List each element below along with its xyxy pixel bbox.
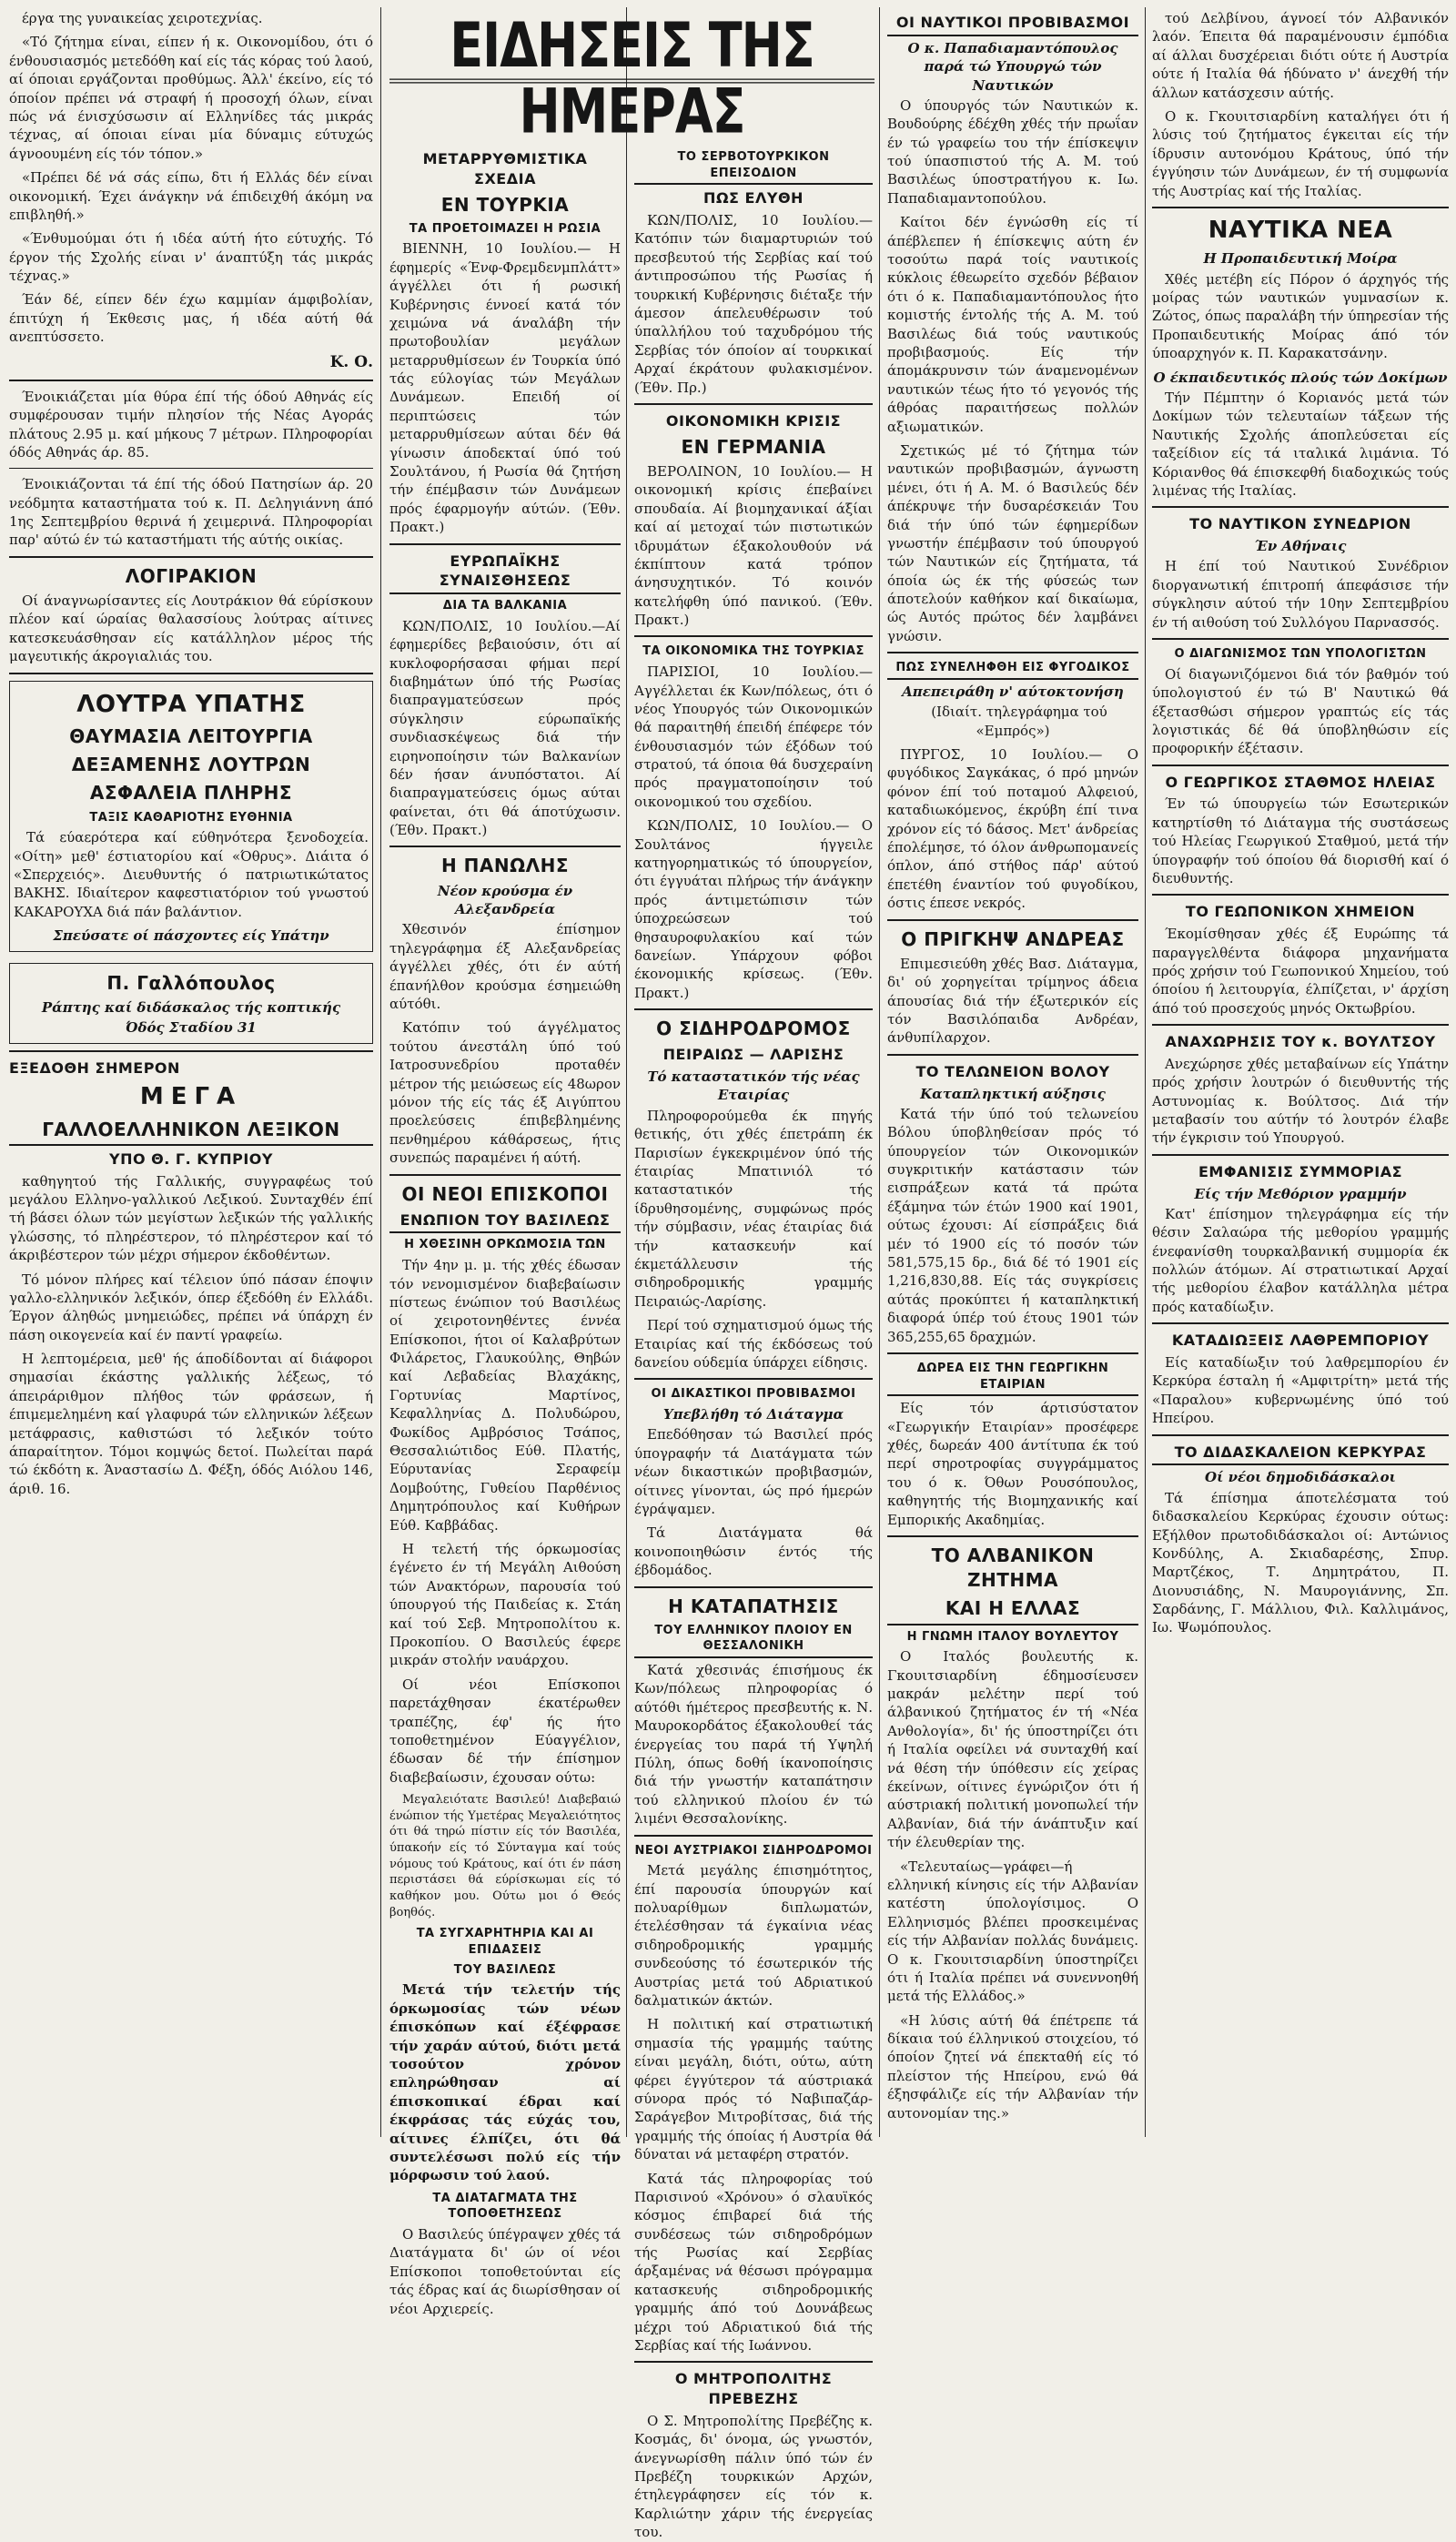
paragraph: Ο Βασιλεύς ύπέγραψεν χθές τά Διατάγματα δι' ών οί νέοι Επίσκοποι τοποθετούνται είς τάς έδρας καί άς διωρίσθησαν οί νέοι Αρχιερείς.	[389, 2226, 621, 2317]
paragraph: Έν τώ ύπουργείω τών Εσωτερικών κατηρτίσθη τό Διάταγμα τής συστάσεως τού Ηλείας Γεωργικού Σταθμού, μετά τήν ύπογραφήν τού όποίου θά διορισθή καί ό διευθυντής.	[1152, 795, 1449, 886]
heading: Ο ΜΗΤΡΟΠΟΛΙΤΗΣ ΠΡΕΒΕΖΗΣ	[674, 2370, 833, 2408]
advertisement: Ένοικιάζονται τά έπί τής όδού Πατησίων άρ. 20 νεόδμητα καταστήματα τού κ. Π. Δεληγιάννη άπό 1ης Σεπτεμβρίου θερινά ή χειμερινά. Πληροφορίαι παρ' αύτώ έν τώ καταστήματι τής αύτής οικίας.	[9, 476, 373, 549]
heading: ΤΟ ΑΛΒΑΝΙΚΟΝ ΖΗΤΗΜΑ	[931, 1544, 1095, 1592]
paragraph: Κατά τήν ύπό τού τελωνείου Βόλου ύποβληθείσαν πρός τό ύπουργείον τών Οικονομικών συγκριτικήν κατάστασιν τών εισπράξεων κατά τά πρώτα έξάμηνα τών έτών 1900 καί 1901, ούτως έχουσι: Αί είσπράξεις διά μέν τό 1900 είς τό ποσόν τών 581,575,15 δρ., διά δέ τό 1901 είς 1,216,830,88. Είς τάς συγκρίσεις αύτάς προκύπτει ή καταπληκτική διαφορά ύπέρ τού έτους 1901 τών 365,255,65 δραχμών.	[887, 1105, 1138, 1345]
paragraph: Η πολιτική καί στρατιωτική σημασία τής γραμμής ταύτης είναι μεγάλη, διότι, ούτω, αύτη φέρει έγγύτερον τά αύστριακά σύνορα πρός τό Ναβιπαζάρ-Σαράγεβον Μιτροβίτσας, διά τής γραμμής τής όποίας ή Αυστρία θά δύναται νά μεταφέρη στρατόν.	[634, 2016, 873, 2163]
paragraph: Ο Ιταλός βουλευτής κ. Γκουιτσιαρδίνη έδημοσίευσεν μακράν μελέτην περί τού άλβανικού ζητήματος έν τή «Νέα Ανθολογία», δι' ής ύποστηρίζει ότι ή Ιταλία οφείλει νά συνταχθή καί νά θέση τήν ύπόθεσιν είς χείρας έκείνων, οίτινες έγνώριζον ότι ή αύστριακή πολιτική μονοπωλεί τήν Αλβανίαν, διά τήν άνάπτυξιν καί τήν έλευθερίαν της.	[887, 1648, 1138, 1851]
paragraph: Μετά τήν τελετήν τής όρκωμοσίας τών νέων έπισκόπων καί έξέφρασε τήν χαράν αύτού, διότι μετά τοσούτον χρόνον επληρώθησαν αί έπισκοπικαί έδραι καί έκφράσας τάς εύχάς του, αίτινες έλπίζει, ότι θά συντελέσωσι πολύ είς τήν μόρφωσιν τού λαού.	[389, 1981, 621, 2184]
divider	[1152, 1434, 1449, 1436]
paragraph: Είς καταδίωξιν τού λαθρεμπορίου έν Κερκύρα έσταλη ή «Αμφιτρίτη» μετά τής «Παραλου» κυβερνωμένης ύπό τού Ηπείρου.	[1152, 1354, 1449, 1427]
paragraph: Ο κ. Γκουιτσιαρδίνη καταλήγει ότι ή λύσις τού ζητήματος έγκειται είς τήν ίδρυσιν αυτονόμου Κράτους, ύπό τήν έγγύησιν τών Δυνάμεων, έν τή συμφωνία τής Αυστρίας καί τής Ιταλίας.	[1152, 107, 1449, 199]
heading: ΕΜΦΑΝΙΣΙΣ ΣΥΜΜΟΡΙΑΣ	[1198, 1162, 1402, 1180]
heading: ΛΟΓΙΡΑΚΙΟΝ	[125, 564, 258, 587]
heading: ΛΟΥΤΡΑ ΥΠΑΤΗΣ	[76, 690, 306, 718]
paragraph: Ο Σ. Μητροπολίτης Πρεβέζης κ. Κοσμάς, δι' όνομα, ώς γνωστόν, άνεγνωρίσθη πάλιν ύπό τών έν Πρεβέζη τουρκικών Αρχών, έτηλεγράφησεν είς τόν κ. Καρλιώτην χάριν τής ένεργείας του.	[634, 2412, 873, 2541]
paragraph: «Πρέπει δέ νά σάς είπω, δτι ή Ελλάς δέν είναι οικονομική. Έχει άνάγκην νά έπιδειχθή άκόμη να επιβληθή.»	[9, 169, 373, 223]
heading: ΤΟΥ ΒΑΣΙΛΕΩΣ	[453, 1962, 557, 1977]
paragraph: Τήν Πέμπτην ό Κοριανός μετά τών Δοκίμων τών τελευταίων τάξεων τής Ναυτικής Σχολής άποπλεύσεται είς ταξείδιον είς τά ιταλικά λιμάνια. Τό Κόριανθος θά έπισκεφθή διαδοχικώς τούς λιμένας τής Ιταλίας.	[1152, 390, 1449, 499]
paragraph: Έκομίσθησαν χθές έξ Ευρώπης τά παραγγελθέντα διάφορα μηχανήματα πρός χρήσιν τού Γεωπονικού Χημείου, τού όποίου ή λειτουργία, έλπίζεται, ν' άρχίση άπό τού προσεχούς μηνός Οκτωβρίου.	[1152, 926, 1449, 1017]
heading: ΘΑΥΜΑΣΙΑ ΛΕΙΤΟΥΡΓΙΑ	[69, 724, 313, 747]
heading: Π. Γαλλόπουλος	[106, 971, 276, 994]
heading: ΔΙΑ ΤΑ ΒΑΛΚΑΝΙΑ	[442, 599, 568, 613]
subheading: Τό καταστατικόν τής νέας Εταιρίας	[647, 1068, 860, 1104]
divider	[9, 556, 373, 558]
heading: Ο ΔΙΑΓΩΝΙΣΜΟΣ ΤΩΝ ΥΠΟΛΟΓΙΣΤΩΝ	[1174, 647, 1427, 662]
paragraph: (Ιδιαίτ. τηλεγράφημα τού «Εμπρός»)	[931, 704, 1107, 739]
paragraph: Σχετικώς μέ τό ζήτημα τών ναυτικών προβιβασμών, άγνωστη μένει, ότι ή Α. Μ. ό Βασιλεύς δέν άπέκρυψε τήν δυσαρέσκειάν Του διά τήν ύπό τών έφημερίδων γνωστήν έπέμβασιν τού ύπουργού τών Ναυτικών είς ζητήματα, τά όποία ώς έκ τής φύσεώς των άποτελούν καθήκον καί δικαίωμα, ώς Αυτός πρώτος δέν λαμβάνει γνώσιν.	[887, 441, 1138, 644]
paragraph: Μεγαλειότατε Βασιλεύ! Διαβεβαιώ ένώπιον τής Υμετέρας Μεγαλειότητος ότι θά τηρώ πίστιν είς τόν Βασιλέα, ύπακοήν είς τό Σύνταγμα καί τούς νόμους τού Κράτους, καί ότι έν πάση περιστάσει θά εύρίσκωμαι είς τό καθήκον μου. Ούτω μοι ό Θεός βοηθός.	[389, 1793, 621, 1919]
column-5	[1152, 9, 1449, 2134]
paragraph: Επεδόθησαν τώ Βασιλεί πρός ύπογραφήν τά Διατάγματα τών νέων δικαστικών προβιβασμών, οίτινες γίνονται, ώς πρό ήμερών έγράψαμεν.	[634, 1426, 873, 1517]
heading: ΤΟ ΔΙΔΑΣΚΑΛΕΙΟΝ ΚΕΡΚΥΡΑΣ	[1152, 1443, 1449, 1466]
paragraph: ΒΕΡΟΛΙΝΟΝ, 10 Ιουλίου.— Η οικονομική κρίσις έπεβαίνει σπουδαία. Αί βιομηχανικαί άξίαι καί αί μετοχαί τών πιστωτικών ιδρυμάτων έξακολουθούν νά έκπίπτουν κατά τρόπον άνησυχητικόν. Τό κοινόν κατελήφθη ύπό πανικού. (Έθν. Πρακτ.)	[634, 462, 873, 629]
subheading: Καταπληκτική αύξησις	[920, 1085, 1106, 1102]
divider	[1152, 638, 1449, 640]
heading: ΤΟ ΝΑΥΤΙΚΟΝ ΣΥΝΕΔΡΙΟΝ	[1189, 515, 1411, 533]
paragraph: Καίτοι δέν έγνώσθη είς τί άπέβλεπεν ή έπίσκεψις αύτη έν τοσούτω παρά τοίς ναυτικοίς κύκλοις έθεωρείτο σχεδόν βέβαιον ότι ό κ. Παπαδιαμαντόπουλος ήτο κομιστής έντολής τής Α. Μ. τού Βασιλέως διά τούς ναυτικούς προβιβασμούς. Είς τήν άπομάκρυνσιν τών άναμενομένων ναυτικών τέως ήτο τό γεγονός τής άθρόας παραιτήσεως πολλών αξιωματικών.	[887, 214, 1138, 435]
paragraph: Πληροφορούμεθα έκ πηγής θετικής, ότι χθές έπετράπη έκ Παρισίων έγκεκριμένον ύπό τής έταιρίας Μπατινιόλ τό καταστατικόν τής ίδρυθησομένης, συμφώνως πρός τήν σύμβασιν, νέας έταιρίας διά τήν κατασκευήν καί έκμετάλλευσιν τής σιδηροδρομικής γραμμής Πειραιώς-Λαρίσης.	[634, 1107, 873, 1310]
subheading: Είς τήν Μεθόριον γραμμήν	[1194, 1185, 1407, 1202]
heading: ΤΑ ΣΥΓΧΑΡΗΤΗΡΙΑ ΚΑΙ ΑΙ ΕΠΙΔΑΣΕΙΣ	[416, 1927, 594, 1958]
subheading: Ο έκπαιδευτικός πλούς τών Δοκίμων	[1153, 369, 1448, 386]
subheading: Η Προπαιδευτική Μοίρα	[1203, 250, 1398, 268]
divider	[389, 1174, 621, 1176]
heading: ΔΩΡΕΑ ΕΙΣ ΤΗΝ ΓΕΩΡΓΙΚΗΝ ΕΤΑΙΡΙΑΝ	[887, 1361, 1138, 1396]
heading: ΤΑΞΙΣ ΚΑΘΑΡΙΟΤΗΣ ΕΥΘΗΝΙΑ	[89, 810, 293, 825]
heading: ΤΑ ΔΙΑΤΑΓΜΑΤΑ ΤΗΣ ΤΟΠΟΘΕΤΗΣΕΩΣ	[432, 2191, 578, 2222]
paragraph: Τά έπίσημα άποτελέσματα τού διδασκαλείου Κερκύρας έχουσιν ούτως: Εξήλθον πρωτοδιδάσκαλοι οί: Αντώνιος Κονδύλης, Α. Σκιαδαρέσης, Σπυρ. Μαρτζέκος, Τ. Δημητράτου, Π. Διονυσιάδης, Ν. Μαυρογιάννης, Σπ. Σαρδάνης, Γ. Μάλλιου, Φιλ. Καλλιμάνος, Ιω. Ψωμόπουλος.	[1152, 1489, 1449, 1636]
signature: Κ. Ο.	[329, 352, 373, 371]
heading: ΤΟ ΓΕΩΠΟΝΙΚΟΝ ΧΗΜΕΙΟΝ	[1185, 903, 1416, 921]
divider	[634, 1378, 873, 1380]
divider	[389, 543, 621, 545]
paragraph: Χθές μετέβη είς Πόρον ό άρχηγός τής μοίρας τών ναυτικών γυμνασίων κ. Ζώτος, όπως παραλάβη τήν ύπηρεσίαν τής Προπαιδευτικής Μοίρας άπό τόν ύποαρχηγόν κ. Π. Καρακατσάνην.	[1152, 270, 1449, 362]
heading: ΕΝ ΓΕΡΜΑΝΙΑ	[681, 435, 826, 458]
column-4	[887, 9, 1138, 2134]
subheading: Οί νέοι δημοδιδάσκαλοι	[1205, 1469, 1396, 1486]
divider	[1152, 1024, 1449, 1026]
paragraph: ΒΙΕΝΝΗ, 10 Ιουλίου.— Η έφημερίς «Ένφ-Φρεμδενμπλάττ» άγγέλλει ότι ή ρωσική Κυβέρνησις έννοεί κατά τόν χειμώνα νά άναλάβη τήν πρωτοβουλίαν μεγάλων μεταρρυθμίσεων έν Τουρκία ύπό τάς εύλογίας τών Μεγάλων Δυνάμεων. Επειδή οί περιπτώσεις τών μεταρρυθμίσεων αύται δέν θά γίνωσιν άποδεκταί ύπό τού Σουλτάνου, ή Ρωσία θά ζητήση τήν έπέμβασιν τών Δυνάμεων πρός έφαρμογήν αύτών. (Έθν. Πρακτ.)	[389, 240, 621, 536]
heading: ΝΑΥΤΙΚΑ ΝΕΑ	[1208, 216, 1393, 244]
heading: ΟΙ ΝΕΟΙ ΕΠΙΣΚΟΠΟΙ	[401, 1182, 609, 1205]
heading: ΜΕΤΑΡΡΥΘΜΙΣΤΙΚΑ ΣΧΕΔΙΑ	[422, 150, 588, 187]
heading: ΓΑΛΛΟΕΛΛΗΝΙΚΟΝ ΛΕΞΙΚΟΝ	[9, 1118, 373, 1146]
column-1	[9, 9, 373, 2134]
paragraph: Τά Διατάγματα θά κοινοποιηθώσιν έντός τής έβδομάδος.	[634, 1524, 873, 1579]
subheading: Σπεύσατε οί πάσχοντες είς Υπάτην	[53, 927, 329, 945]
divider	[887, 1352, 1138, 1354]
heading: ΤΟΥ ΕΛΛΗΝΙΚΟΥ ΠΛΟΙΟΥ ΕΝ ΘΕΣΣΑΛΟΝΙΚΗ	[634, 1623, 873, 1658]
subheading: Υπεβλήθη τό Διάταγμα	[662, 1406, 844, 1423]
paragraph: Η έπί τού Ναυτικού Συνέδριον διοργανωτική έπιτροπή άπεφάσισε τήν σύγκλησιν αύτού τήν 10ην Σεπτεμβρίου έν τή αιθούση τού Συλλόγου Παρνασσός.	[1152, 558, 1449, 631]
heading: Ο ΓΕΩΡΓΙΚΟΣ ΣΤΑΘΜΟΣ ΗΛΕΙΑΣ	[1165, 773, 1436, 791]
divider	[9, 380, 373, 381]
heading: ΤΑ ΠΡΟΕΤΟΙΜΑΖΕΙ Η ΡΩΣΙΑ	[409, 221, 602, 236]
paragraph: Κατά τάς πληροφορίας τού Παρισινού «Χρόνου» ό σλαυϊκός κόσμος έπιβαρεί διά τής συνδέσεως τών σιδηροδρόμων τής Ρωσίας καί Σερβίας άρξαμένας νά θέσωσι πρόγραμμα κατασκευής σιδηροδρομικής γραμμής άπό τού Δουνάβεως μέχρι τού Αδριατικού διά τής Σερβίας καί τής Ιωάννου.	[634, 2170, 873, 2355]
column-rule	[380, 7, 381, 2137]
divider	[1152, 894, 1449, 896]
divider	[1152, 765, 1449, 766]
paragraph: Χθεσινόν έπίσημον τηλεγράφημα έξ Αλεξανδρείας άγγέλλει χθές, ότι έν αύτή έπανήλθον κρούσμα έσημειώθη αύτόθι.	[389, 921, 621, 1012]
divider	[887, 652, 1138, 653]
heading: ΤΑ ΟΙΚΟΝΟΜΙΚΑ ΤΗΣ ΤΟΥΡΚΙΑΣ	[642, 644, 864, 659]
paragraph: ΚΩΝ/ΠΟΛΙΣ, 10 Ιουλίου.— Ο Σουλτάνος ήγγειλε κατηγορηματικώς τό ύπουργείον, ότι έγγυάται πλήρως τήν άνάγκην πρός άντιμετώπισιν τών ύποχρεώσεων τού θησαυροφυλακίου καί τών δανείων. Υπάρχουν φόβοι έκονομικής κρίσεως. (Έθν. Πρακτ.)	[634, 817, 873, 1001]
heading: Η ΠΑΝΩΛΗΣ	[440, 855, 570, 877]
divider	[634, 1835, 873, 1837]
column-rule	[1145, 7, 1146, 2137]
paragraph: ΚΩΝ/ΠΟΛΙΣ, 10 Ιουλίου.— Κατόπιν τών διαμαρτυριών τού πρεσβευτού τής Σερβίας καί τού άντιπροσώπου τής Ρωσίας ή τουρκική Κυβέρνησις διέταξε τήν άμεσον άπελευθέρωσιν τού ύπαλλήλου τού ταχυδρόμου τής Σερβίας τόν όποίον αί τουρκικαί Αρχαί έκράτουν φυλακισμένον. (Έθν. Πρ.)	[634, 212, 873, 396]
heading: ΔΕΞΑΜΕΝΗΣ ΛΟΥΤΡΩΝ	[71, 754, 311, 776]
heading: ΕΥΡΩΠΑΪΚΗΣ ΣΥΝΑΙΣΘΗΣΕΩΣ	[389, 552, 621, 595]
heading: ΟΙ ΔΙΚΑΣΤΙΚΟΙ ΠΡΟΒΙΒΑΣΜΟΙ	[651, 1387, 856, 1402]
paragraph: Η λεπτομέρεια, μεθ' ής άποδίδονται αί διάφοροι σημασίαι έκάστης γαλλικής λέξεως, τό άπειράριθμον πλήθος τών φράσεων, ή έπιμεμελημένη καί γλαφυρά τών ελληνικών λέξεων μετάφρασις, καθιστώσι τό λεξικόν τούτο άπαραίτητον. Τόμοι κομψώς δετοί. Πωλείται παρά τώ έκδότη κ. Άναστασίω Δ. Φέξη, όδός Αιόλου 146, άριθ. 16.	[9, 1351, 373, 1497]
paragraph: Οί άναγνωρίσαντες είς Λουτράκιον θά εύρίσκουν πλέον καί ώραίας θαλασσίους λούτρας αίτινες κατεσκευάσθησαν είς κατάλληλον μέρος τής μαγευτικής άκρογιαλιάς του.	[9, 592, 373, 665]
heading: Η ΧΘΕΣΙΝΗ ΟΡΚΩΜΟΣΙΑ ΤΩΝ	[404, 1238, 606, 1252]
paragraph: τού Δελβίνου, άγνοεί τόν Αλβανικόν λαόν. Έπειτα θά παραμένουσιν έμπόδια αί άλλαι δυσχέρειαι διότι ούτε ή Αυστρία ούτε ή Ιταλία θά ήδύνατο ν' άνεχθή τήν άλλων κατάσχεσιν αύτής.	[1152, 10, 1449, 101]
heading: ΑΣΦΑΛΕΙΑ ΠΛΗΡΗΣ	[89, 782, 293, 805]
subheading: Έν Αθήναις	[1254, 538, 1347, 555]
paragraph: ΠΥΡΓΟΣ, 10 Ιουλίου.— Ο φυγόδικος Σαγκάκας, ό πρό μηνών φόνον έπί τού ποταμού Αλφειού, καταδιωκόμενος, έκρύβη έπί τινα χρόνον είς τό δάσος. Μετ' άνδρείας έπολέμησε, τό όλον άνθρωπομανείς όπλον, άπό στήθος πάρ' αύτού έπετέθη έναντίον τού φυγοδίκου, όστις έπεσε νεκρός.	[887, 746, 1138, 912]
divider	[9, 468, 373, 469]
heading: ΚΑΤΑΔΙΩΞΕΙΣ ΛΑΘΡΕΜΠΟΡΙΟΥ	[1171, 1332, 1430, 1350]
divider	[1152, 1322, 1449, 1324]
heading: ΠΩΣ ΕΛΥΘΗ	[703, 189, 804, 208]
advertisement-box	[9, 963, 373, 1044]
heading: ΠΩΣ ΣΥΝΕΛΗΦΘΗ ΕΙΣ ΦΥΓΟΔΙΚΟΣ	[887, 660, 1138, 680]
paragraph: Κατά χθεσινάς έπισήμους έκ Κων/πόλεως πληροφορίας ό αύτόθι ήμέτερος πρεσβευτής κ. Ν. Μαυροκορδάτος έξακολουθεί τάς ένεργείας του παρά τή Υψηλή Πύλη, όπως δοθή ίκανοποίησις διά τήν γνωστήν καταπάτησιν τού ελληνικού πλοίου έν τώ λιμένι Θεσσαλονίκης.	[634, 1662, 873, 1828]
heading: Η ΓΝΩΜΗ ΙΤΑΛΟΥ ΒΟΥΛΕΥΤΟΥ	[906, 1629, 1119, 1644]
heading: ΝΕΟΙ ΑΥΣΤΡΙΑΚΟΙ ΣΙΔΗΡΟΔΡΟΜΟΙ	[634, 1843, 873, 1858]
column-rule	[879, 7, 880, 2137]
paragraph: Ο ύπουργός τών Ναυτικών κ. Βουδούρης έδέχθη χθές τήν πρωΐαν έν τώ γραφείω του τήν έπίσκεψιν τού ύπασπιστού τής Α. Μ. τού Βασιλέως ύποστρατήγου κ. Ιω. Παπαδιαμαντοπούλου.	[887, 96, 1138, 207]
divider	[887, 1054, 1138, 1056]
paragraph: Κατ' έπίσημον τηλεγράφημα είς τήν θέσιν Σαλαώρα τής μεθορίου γραμμής ένεφανίσθη τουρκαλβανική συμμορία έκ πολλών άτόμων. Αί στρατιωτικαί Αρχαί τής μεθορίου έλαβον κατάλληλα μέτρα πρός καταδίωξιν.	[1152, 1205, 1449, 1315]
paragraph: καθηγητού τής Γαλλικής, συγγραφέως τού μεγάλου Ελληνο-γαλλικού Λεξικού. Συνταχθέν έπί τή βάσει όλων τών μεγίστων λεξικών τής γαλλικής γλώσσης, τό πληρέστερον, τό πληρέστερον καί τό άκριβέστερον τών μέχρι σήμερον έκδοθέντων.	[9, 1172, 373, 1264]
paragraph: Επιμεσιεύθη χθές Βασ. Διάταγμα, δι' ού χορηγείται τρίμηνος άδεια άπουσίας διά τήν έξωτερικόν είς τόν Βασιλόπαιδα Ανδρέαν, άνθυπίλαρχον.	[887, 955, 1138, 1047]
divider	[634, 1586, 873, 1588]
heading: ΕΞΕΔΟΘΗ ΣΗΜΕΡΟΝ	[9, 1058, 180, 1077]
paragraph: Έάν δέ, είπεν δέν έχω καμμίαν άμφιβολίαν, έπιτύχη ή Έκθεσις μας, ή ιδέα αύτή θά ανεπτύσσετο.	[9, 291, 373, 346]
paragraph: ΚΩΝ/ΠΟΛΙΣ, 10 Ιουλίου.—Αί έφημερίδες βεβαιούσιν, ότι αί κυκλοφορήσασαι φήμαι περί διαβημάτων ύπό τής Ρωσίας διαπραγματεύσεων πρός σύγκλησιν εύρωπαϊκής συνδιασκέψεως διά τήν ειρηνοποίησιν τών Βαλκανίων δέν ήσαν άνυπόστατοι. Αί διαπραγματεύσεις όμως αύται φαίνεται, ότι θά άποτύχωσιν. (Έθν. Πρακτ.)	[389, 617, 621, 839]
advertisement: Ένοικιάζεται μία θύρα έπί τής όδού Αθηνάς είς συμφέρουσαν τιμήν πλησίον τής Νέας Αγοράς πλάτους 2.95 μ. καί μήκους 7 μέτρων. Πληροφορίαι όδός Αθηνάς άρ. 85.	[9, 388, 373, 461]
subheading: Νέον κρούσμα έν Αλεξανδρεία	[437, 882, 573, 918]
heading: Ο ΠΡΙΓΚΗΨ ΑΝΔΡΕΑΣ	[901, 927, 1125, 950]
heading: ΚΑΙ Η ΕΛΛΑΣ	[887, 1596, 1138, 1625]
divider	[887, 919, 1138, 921]
paragraph: Είς τόν άρτισύστατον «Γεωργικήν Εταιρίαν» προσέφερε χθές, δωρεάν 400 άντίτυπα έκ τού περί σηροτροφίας συγγράμματος του ό κ. Όθων Ρουσόπουλος, καθηγητής τής Βιομηχανικής καί Εμπορικής Ακαδημίας.	[887, 1400, 1138, 1528]
paragraph: Οί διαγωνιζόμενοι διά τόν βαθμόν τού ύπολογιστού έν τώ Β' Ναυτικώ θά έξετασθώσι σήμερον γραπτώς είς τάς λογιστικάς δέ θά ύποβληθώσιν είς προφορικήν έξέτασιν.	[1152, 665, 1449, 757]
divider	[9, 1050, 373, 1052]
paragraph: Τό μόνον πλήρες καί τέλειον ύπό πάσαν έποψιν γαλλο-ελληνικόν λεξικόν, όπερ έξεδόθη έν Ελλάδι. Έργον άληθώς μνημειώδες, πρέπει νά ύπάρχη έν πάση οικογενεία καί έν παντί γραφείω.	[9, 1271, 373, 1343]
paragraph: Τήν 4ην μ. μ. τής χθές έδωσαν τόν νενομισμένον διαβεβαίωσιν πίστεως ένώπιον τού Βασιλέως οί χειροτονηθέντες έννέα Επίσκοποι, ήτοι οί Καλαβρύτων Φιλάρετος, Γλαυκούλης, Θηβών καί Λεβαδείας Βλαχάκης, Γορτυνίας Μαρτίνος, Κεφαλληνίας Δ. Πολυδώρου, Φωκίδος Αμβρόσιος Τσάπος, Θεσσαλιώτιδος Εύθ. Πλατής, Εύρυτανίας Σεραφείμ Δομβούτης, Γυθείου Παρθένιος Δημητρόπουλος καί Κυθήρων Εύθ. Καββάδας.	[389, 1257, 621, 1534]
paragraph: «Ένθυμούμαι ότι ή ιδέα αύτή ήτο εύτυχής. Τό έργον τής Σχολής είναι ν' άναπτύξη τάς μικράς τέχνας.»	[9, 230, 373, 285]
paragraph: Οί νέοι Επίσκοποι παρετάχθησαν έκατέρωθεν τραπέζης, έφ' ής ήτο τοποθετημένον Εύαγγέλιον, έδωσαν δέ τήν έπίσημον διαβεβαίωσιν, έχουσαν ούτω:	[389, 1676, 621, 1786]
subheading: Όδός Σταδίου 31	[126, 1019, 257, 1037]
heading: ΑΝΑΧΩΡΗΣΙΣ ΤΟΥ κ. ΒΟΥΛΤΣΟΥ	[1165, 1033, 1436, 1051]
heading: ΤΟ ΤΕΛΩΝΕΙΟΝ ΒΟΛΟΥ	[915, 1062, 1110, 1080]
divider	[389, 846, 621, 847]
heading: ΟΙ ΝΑΥΤΙΚΟΙ ΠΡΟΒΙΒΑΣΜΟΙ	[887, 13, 1138, 36]
paragraph: «Τελευταίως—γράφει—ή ελληνική κίνησις είς τήν Αλβανίαν κατέστη ύπολογίσιμος. Ο Ελληνισμός βλέπει προσκειμένας είς τήν Αλβανίαν πολλάς δυνάμεις. Ο κ. Γκουιτσιαρδίνη ύποστηρίζει ότι ή Ιταλία πρέπει νά συνεννοηθή μετά τής Ελλάδος.»	[887, 1858, 1138, 2005]
heading: ΜΕΓΑ	[139, 1083, 243, 1111]
masthead: ΕΙΔΗΣΕΙΣ ΤΗΣ ΗΜΕΡΑΣ	[389, 13, 875, 84]
heading: ΠΕΙΡΑΙΩΣ — ΛΑΡΙΣΗΣ	[662, 1046, 844, 1064]
heading: Ο ΣΙΔΗΡΟΔΡΟΜΟΣ	[656, 1018, 851, 1040]
paragraph: Τά εύαερότερα καί εύθηνότερα ξενοδοχεία. «Οίτη» μεθ' έστιατορίου καί «Όθρυς». Διάιτα ό «Σπερχειός». Διευθυντής ό πατριωτικώτατος ΒΑΚΗΣ. Ιδιαίτερον καφεστιατόριον τού γνωστού ΚΑΚΑΡΟΥΧΑ διά πάν βαλάντιον.	[14, 829, 369, 920]
paragraph: Μετά μεγάλης έπισημότητος, έπί παρουσία ύπουργών καί πολυαρίθμων διπλωματών, έτελέσθησαν τά έγκαίνια νέας σιδηροδρομικής γραμμής συνδεούσης τό έσωτερικόν τής Αυστρίας μετά τού Αδριατικού δαλματικών άκτών.	[634, 1862, 873, 2009]
paragraph: ΠΑΡΙΣΙΟΙ, 10 Ιουλίου.—Αγγέλλεται έκ Κων/πόλεως, ότι ό νέος Υπουργός τών Οικονομικών θά παραιτηθή έπειδή έπέφερε τόν ένθουσιασμόν τών έξόδων τού στρατού, τά όποια θά δυσχεραίνη πρός πραγματοποίησιν τού οικονομικού του σχεδίου.	[634, 663, 873, 810]
column-rule	[626, 7, 627, 2137]
divider	[1152, 1154, 1449, 1156]
divider	[634, 2361, 873, 2363]
subheading: Ράπτης καί διδάσκαλος τής κοπτικής	[41, 998, 341, 1016]
paragraph: Κατόπιν τού άγγέλματος τούτου άνεστάλη ύπό τού Ιατροσυνεδρίου προταθέν μέτρον τής μειώσεως είς 48ωρον μόνον τής είς τάς έξ Αιγύπτου προελεύσεις έπιβεβλημένης πενθημέρου κάθάρσεως, ήτις συνεπώς παραμένει ή αύτή.	[389, 1019, 621, 1167]
divider	[1152, 207, 1449, 208]
column-2	[389, 146, 621, 2317]
paragraph: «Τό ζήτημα είναι, είπεν ή κ. Οικονομίδου, ότι ό ένθουσιασμός μετεδόθη καί είς τάς κόρας τού λαού, αί όποιαι εργάζονται προθύμως. Άλλ' έκείνο, είς τό όποίον πρέπει νά στραφή ή προσοχή όλων, είναι πώς νά ένισχύσωσιν αί Ελληνίδες τάς μικράς τέχνας, αί όποιαι είναι μία δύναμις εύτυχώς άγνοουμένη είς τόν τόπον.»	[9, 34, 373, 162]
heading: ΤΟ ΣΕΡΒΟΤΟΥΡΚΙΚΟΝ ΕΠΕΙΣΟΔΙΟΝ	[634, 149, 873, 185]
paragraph: «Η λύσις αύτή θά έπέτρεπε τά δίκαια τού έλληνικού στοιχείου, τό όποίον ζητεί νά έπεκταθή είς τό πλείστον τής Ηπείρου, ενώ θά έξησφάλιζε είς τήν Αλβανίαν τήν αυτονομίαν της.»	[887, 2011, 1138, 2122]
heading: Η ΚΑΤΑΠΑΤΗΣΙΣ	[668, 1595, 839, 1617]
divider	[1152, 506, 1449, 508]
divider	[9, 673, 373, 674]
paragraph: Περί τού σχηματισμού όμως τής Εταιρίας καί τής έκδόσεως τού δανείου ούδεμία ύπάρχει είδησις.	[634, 1317, 873, 1371]
divider	[887, 1535, 1138, 1537]
paragraph: έργα της γυναικείας χειροτεχνίας.	[22, 10, 263, 26]
divider	[634, 403, 873, 405]
subheading: Απεπειράθη ν' αύτοκτονήση	[902, 683, 1124, 700]
heading: ΕΝ ΤΟΥΡΚΙΑ	[440, 193, 570, 216]
heading: ΟΙΚΟΝΟΜΙΚΗ ΚΡΙΣΙΣ	[665, 412, 842, 430]
column-3	[634, 146, 873, 2541]
heading: ΕΝΩΠΙΟΝ ΤΟΥ ΒΑΣΙΛΕΩΣ	[389, 1210, 621, 1234]
paragraph: Ανεχώρησε χθές μεταβαίνων είς Υπάτην πρός χρήσιν λουτρών ό διευθυντής τής Αστυνομίας κ. Βούλτσος. Διά τήν μεταβασίν του αύτήν τό λουτρόν έλαβε τήν έγκρισιν τού Υπουργού.	[1152, 1055, 1449, 1147]
divider	[634, 1008, 873, 1010]
advertisement-box	[9, 681, 373, 952]
paragraph: Η τελετή τής όρκωμοσίας έγένετο έν τή Μεγάλη Αιθούση τών Ανακτόρων, παρουσία τού ύπουργού τής Παιδείας κ. Στάη καί τού Σεβ. Μητροπολίτου κ. Προκοπίου. Ο Βασιλεύς έφερε μικράν στολήν ναυάρχου.	[389, 1540, 621, 1669]
heading: ΥΠΟ Θ. Γ. ΚΥΠΡΙΟΥ	[109, 1149, 273, 1168]
subheading: Ο κ. Παπαδιαμαντόπουλος παρά τώ Υπουργώ τών Ναυτικών	[907, 39, 1118, 94]
divider	[634, 635, 873, 637]
